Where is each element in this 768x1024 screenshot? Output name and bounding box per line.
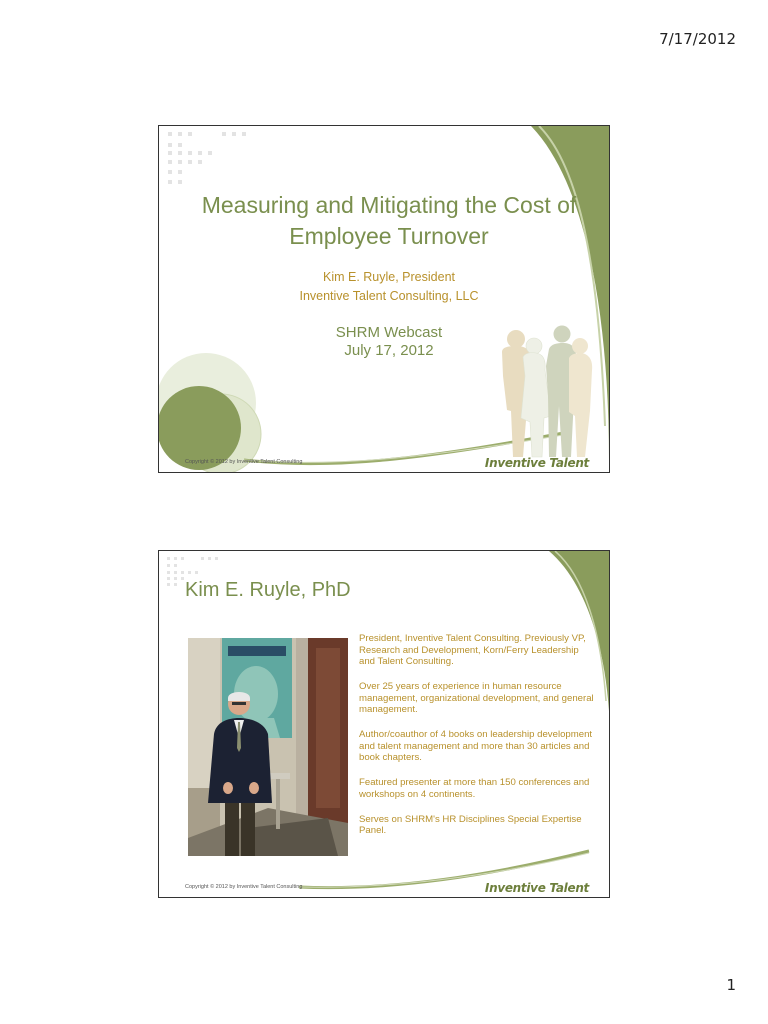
inventive-talent-logo: Inventive Talent (484, 456, 589, 470)
dot-grid-decoration (168, 132, 246, 184)
presenter-name: Kim E. Ruyle, President (323, 270, 455, 284)
presenter-photo (188, 638, 348, 856)
page-number: 1 (726, 976, 736, 994)
title-line-1: Measuring and Mitigating the Cost of (201, 192, 577, 218)
presenter-info (189, 268, 589, 306)
event-info (189, 324, 589, 360)
event-name: SHRM Webcast (335, 324, 443, 341)
bio-bullet: Author/coauthor of 4 books on leadership development and talent management and more than 30 articles and book chapters. (359, 729, 593, 763)
bio-bullet-list (359, 633, 595, 850)
bio-bullet: President, Inventive Talent Consulting. Previously VP, Research and Development, Korn/Ferry Leadership and Talent Consulting. (359, 633, 586, 667)
copyright-text: Copyright © 2012 by Inventive Talent Consulting (185, 459, 303, 465)
bio-bullet: Featured presenter at more than 150 conferences and workshops on 4 continents. (359, 777, 590, 800)
slide-title-text (189, 190, 589, 252)
copyright-text: Copyright © 2012 by Inventive Talent Consulting (185, 884, 303, 890)
presenter-photo-image (188, 638, 348, 856)
bio-title: Kim E. Ruyle, PhD (185, 579, 351, 601)
event-date: July 17, 2012 (344, 342, 434, 359)
page-date: 7/17/2012 (659, 30, 736, 48)
title-line-2: Employee Turnover (289, 223, 489, 249)
bio-bullet: Over 25 years of experience in human resource management, organizational development, and general management. (359, 681, 594, 715)
company-name: Inventive Talent Consulting, LLC (299, 289, 479, 303)
slide-bio (158, 550, 610, 898)
inventive-talent-logo: Inventive Talent (484, 881, 589, 895)
bio-bullet: Serves on SHRM's HR Disciplines Special Expertise Panel. (359, 813, 582, 836)
slide-title (158, 125, 610, 473)
